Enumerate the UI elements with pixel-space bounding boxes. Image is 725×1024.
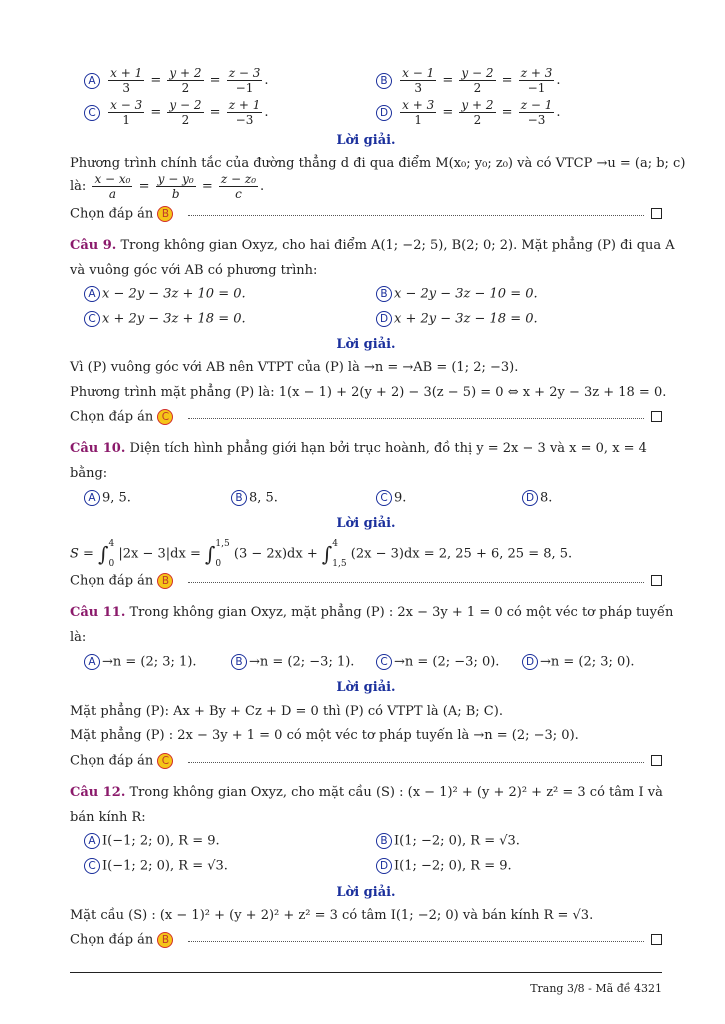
- option-a-badge: A: [84, 73, 100, 89]
- q12-text-line1: Câu 12. Trong không gian Oxyz, cho mặt cầu (S) : (x − 1)² + (y + 2)² + z² = 3 có tâm I và: [70, 785, 663, 800]
- fraction: $\frac{x + 3}{1}$: [402, 98, 435, 127]
- fraction: $\frac{y + 2}{2}$: [461, 98, 494, 127]
- solution-heading: Lời giải.: [336, 133, 396, 148]
- page-footer: Trang 3/8 - Mã đề 4321: [530, 982, 662, 995]
- q12-option-a: A I(−1; 2; 0), R = 9.: [84, 833, 220, 849]
- q9-text-line1: Câu 9. Trong không gian Oxyz, cho hai điểm A(1; −2; 5), B(2; 0; 2). Mặt phẳng (P) đi qua A: [70, 238, 675, 253]
- q9-text-line2: và vuông góc với AB có phương trình:: [70, 263, 318, 278]
- option-d-badge: D: [376, 105, 392, 121]
- fraction: $\frac{x - 3}{1}$: [110, 98, 143, 127]
- q12-option-d: D I(1; −2; 0), R = 9.: [376, 858, 512, 874]
- fraction: $\frac{z + 1}{-3}$: [228, 98, 261, 127]
- solution-heading: Lời giải.: [336, 885, 396, 900]
- question-number: Câu 12.: [70, 785, 126, 800]
- q9-option-b: B x − 2y − 3z − 10 = 0.: [376, 286, 538, 302]
- fraction: $\frac{z - 1}{-3}$: [520, 98, 553, 127]
- option-c-badge: C: [84, 105, 100, 121]
- q10-option-c: C 9.: [376, 490, 406, 506]
- solution-heading: Lời giải.: [336, 337, 396, 352]
- solution-heading: Lời giải.: [336, 680, 396, 695]
- fraction: $\frac{z + 3}{-1}$: [520, 66, 553, 95]
- q12-option-b: B I(1; −2; 0), R = √3.: [376, 833, 520, 849]
- solution-heading: Lời giải.: [336, 516, 396, 531]
- footer-rule: [70, 972, 662, 973]
- fraction: $\frac{y - 2}{2}$: [461, 66, 494, 95]
- q8-option-c: C $\frac{x - 3}{1}$ = $\frac{y - 2}{2}$ = $\frac{z + 1}{-3}$ .: [84, 98, 268, 127]
- q11-option-b: B →n = (2; −3; 1).: [231, 654, 354, 670]
- q11-option-c: C →n = (2; −3; 0).: [376, 654, 499, 670]
- q10-option-a: A 9, 5.: [84, 490, 131, 506]
- answer-badge: C: [157, 409, 173, 425]
- q12-text-line2: bán kính R:: [70, 810, 146, 825]
- fraction: $\frac{y + 2}{2}$: [169, 66, 202, 95]
- question-number: Câu 9.: [70, 238, 117, 253]
- fraction: $\frac{y - 2}{2}$: [169, 98, 202, 127]
- q11-option-d: D →n = (2; 3; 0).: [522, 654, 635, 670]
- q12-answer-line: Chọn đáp án B: [70, 932, 662, 948]
- q9-option-c: C x + 2y − 3z + 18 = 0.: [84, 311, 246, 327]
- question-number: Câu 10.: [70, 441, 126, 456]
- q10-text-line2: bằng:: [70, 466, 108, 481]
- q10-text-line1: Câu 10. Diện tích hình phẳng giới hạn bởi trục hoành, đồ thị y = 2x − 3 và x = 0, x = 4: [70, 441, 647, 456]
- q8-option-b: B $\frac{x - 1}{3}$ = $\frac{y - 2}{2}$ = $\frac{z + 3}{-1}$ .: [376, 66, 560, 95]
- dotted-leader: [188, 215, 644, 216]
- q9-solution-line2: Phương trình mặt phẳng (P) là: 1(x − 1) + 2(y + 2) − 3(z − 5) = 0 ⇔ x + 2y − 3z + 18 = 0.: [70, 385, 667, 400]
- q11-solution-line1: Mặt phẳng (P): Ax + By + Cz + D = 0 thì (P) có VTPT là (A; B; C).: [70, 704, 503, 719]
- fraction: $\frac{z - 3}{-1}$: [228, 66, 261, 95]
- q9-answer-line: Chọn đáp án C: [70, 409, 662, 425]
- q10-option-b: B 8, 5.: [231, 490, 278, 506]
- q11-text-line1: Câu 11. Trong không gian Oxyz, mặt phẳng (P) : 2x − 3y + 1 = 0 có một véc tơ pháp tuyến: [70, 605, 674, 620]
- q11-answer-line: Chọn đáp án C: [70, 753, 662, 769]
- q11-text-line2: là:: [70, 630, 87, 645]
- answer-badge: B: [157, 206, 173, 222]
- q10-solution-integral: S = ∫ 4 0 |2x − 3|dx = ∫ 1,5 0 (3 − 2x)dx + ∫ 4 1,5 (2x − 3)dx = 2, 25 + 6, 25 = 8, 5.: [70, 539, 573, 569]
- question-number: Câu 11.: [70, 605, 126, 620]
- document-page: [70, 0, 686, 1024]
- q11-option-a: A →n = (2; 3; 1).: [84, 654, 197, 670]
- answer-badge: B: [157, 932, 173, 948]
- fraction: $\frac{x + 1}{3}$: [110, 66, 143, 95]
- q9-solution-line1: Vì (P) vuông góc với AB nên VTPT của (P) là →n = →AB = (1; 2; −3).: [70, 360, 519, 375]
- fraction: $\frac{x - 1}{3}$: [402, 66, 435, 95]
- q10-option-d: D 8.: [522, 490, 552, 506]
- checkbox-square: [651, 208, 662, 219]
- option-b-badge: B: [376, 73, 392, 89]
- q8-answer-line: Chọn đáp án B: [70, 206, 662, 222]
- q9-option-a: A x − 2y − 3z + 10 = 0.: [84, 286, 246, 302]
- q8-solution-line: Phương trình chính tắc của đường thẳng d đi qua điểm M(x₀; y₀; z₀) và có VTCP →u = (a; b; c): [70, 156, 686, 171]
- q12-option-c: C I(−1; 2; 0), R = √3.: [84, 858, 228, 874]
- q9-option-d: D x + 2y − 3z − 18 = 0.: [376, 311, 538, 327]
- q12-solution-line1: Mặt cầu (S) : (x − 1)² + (y + 2)² + z² = 3 có tâm I(1; −2; 0) và bán kính R = √3.: [70, 908, 594, 923]
- q8-option-d: D $\frac{x + 3}{1}$ = $\frac{y + 2}{2}$ = $\frac{z - 1}{-3}$ .: [376, 98, 560, 127]
- q8-solution-formula: là: $\frac{\text{x − x₀}}{a}$ = $\frac{\text{y − y₀}}{b}$ = $\frac{\text{z − z₀}}{c}$ .: [70, 172, 265, 201]
- q10-answer-line: Chọn đáp án B: [70, 573, 662, 589]
- q11-solution-line2: Mặt phẳng (P) : 2x − 3y + 1 = 0 có một véc tơ pháp tuyến là →n = (2; −3; 0).: [70, 728, 579, 743]
- answer-badge: B: [157, 573, 173, 589]
- answer-badge: C: [157, 753, 173, 769]
- q8-option-a: A $\frac{x + 1}{3}$ = $\frac{y + 2}{2}$ = $\frac{z - 3}{-1}$ .: [84, 66, 268, 95]
